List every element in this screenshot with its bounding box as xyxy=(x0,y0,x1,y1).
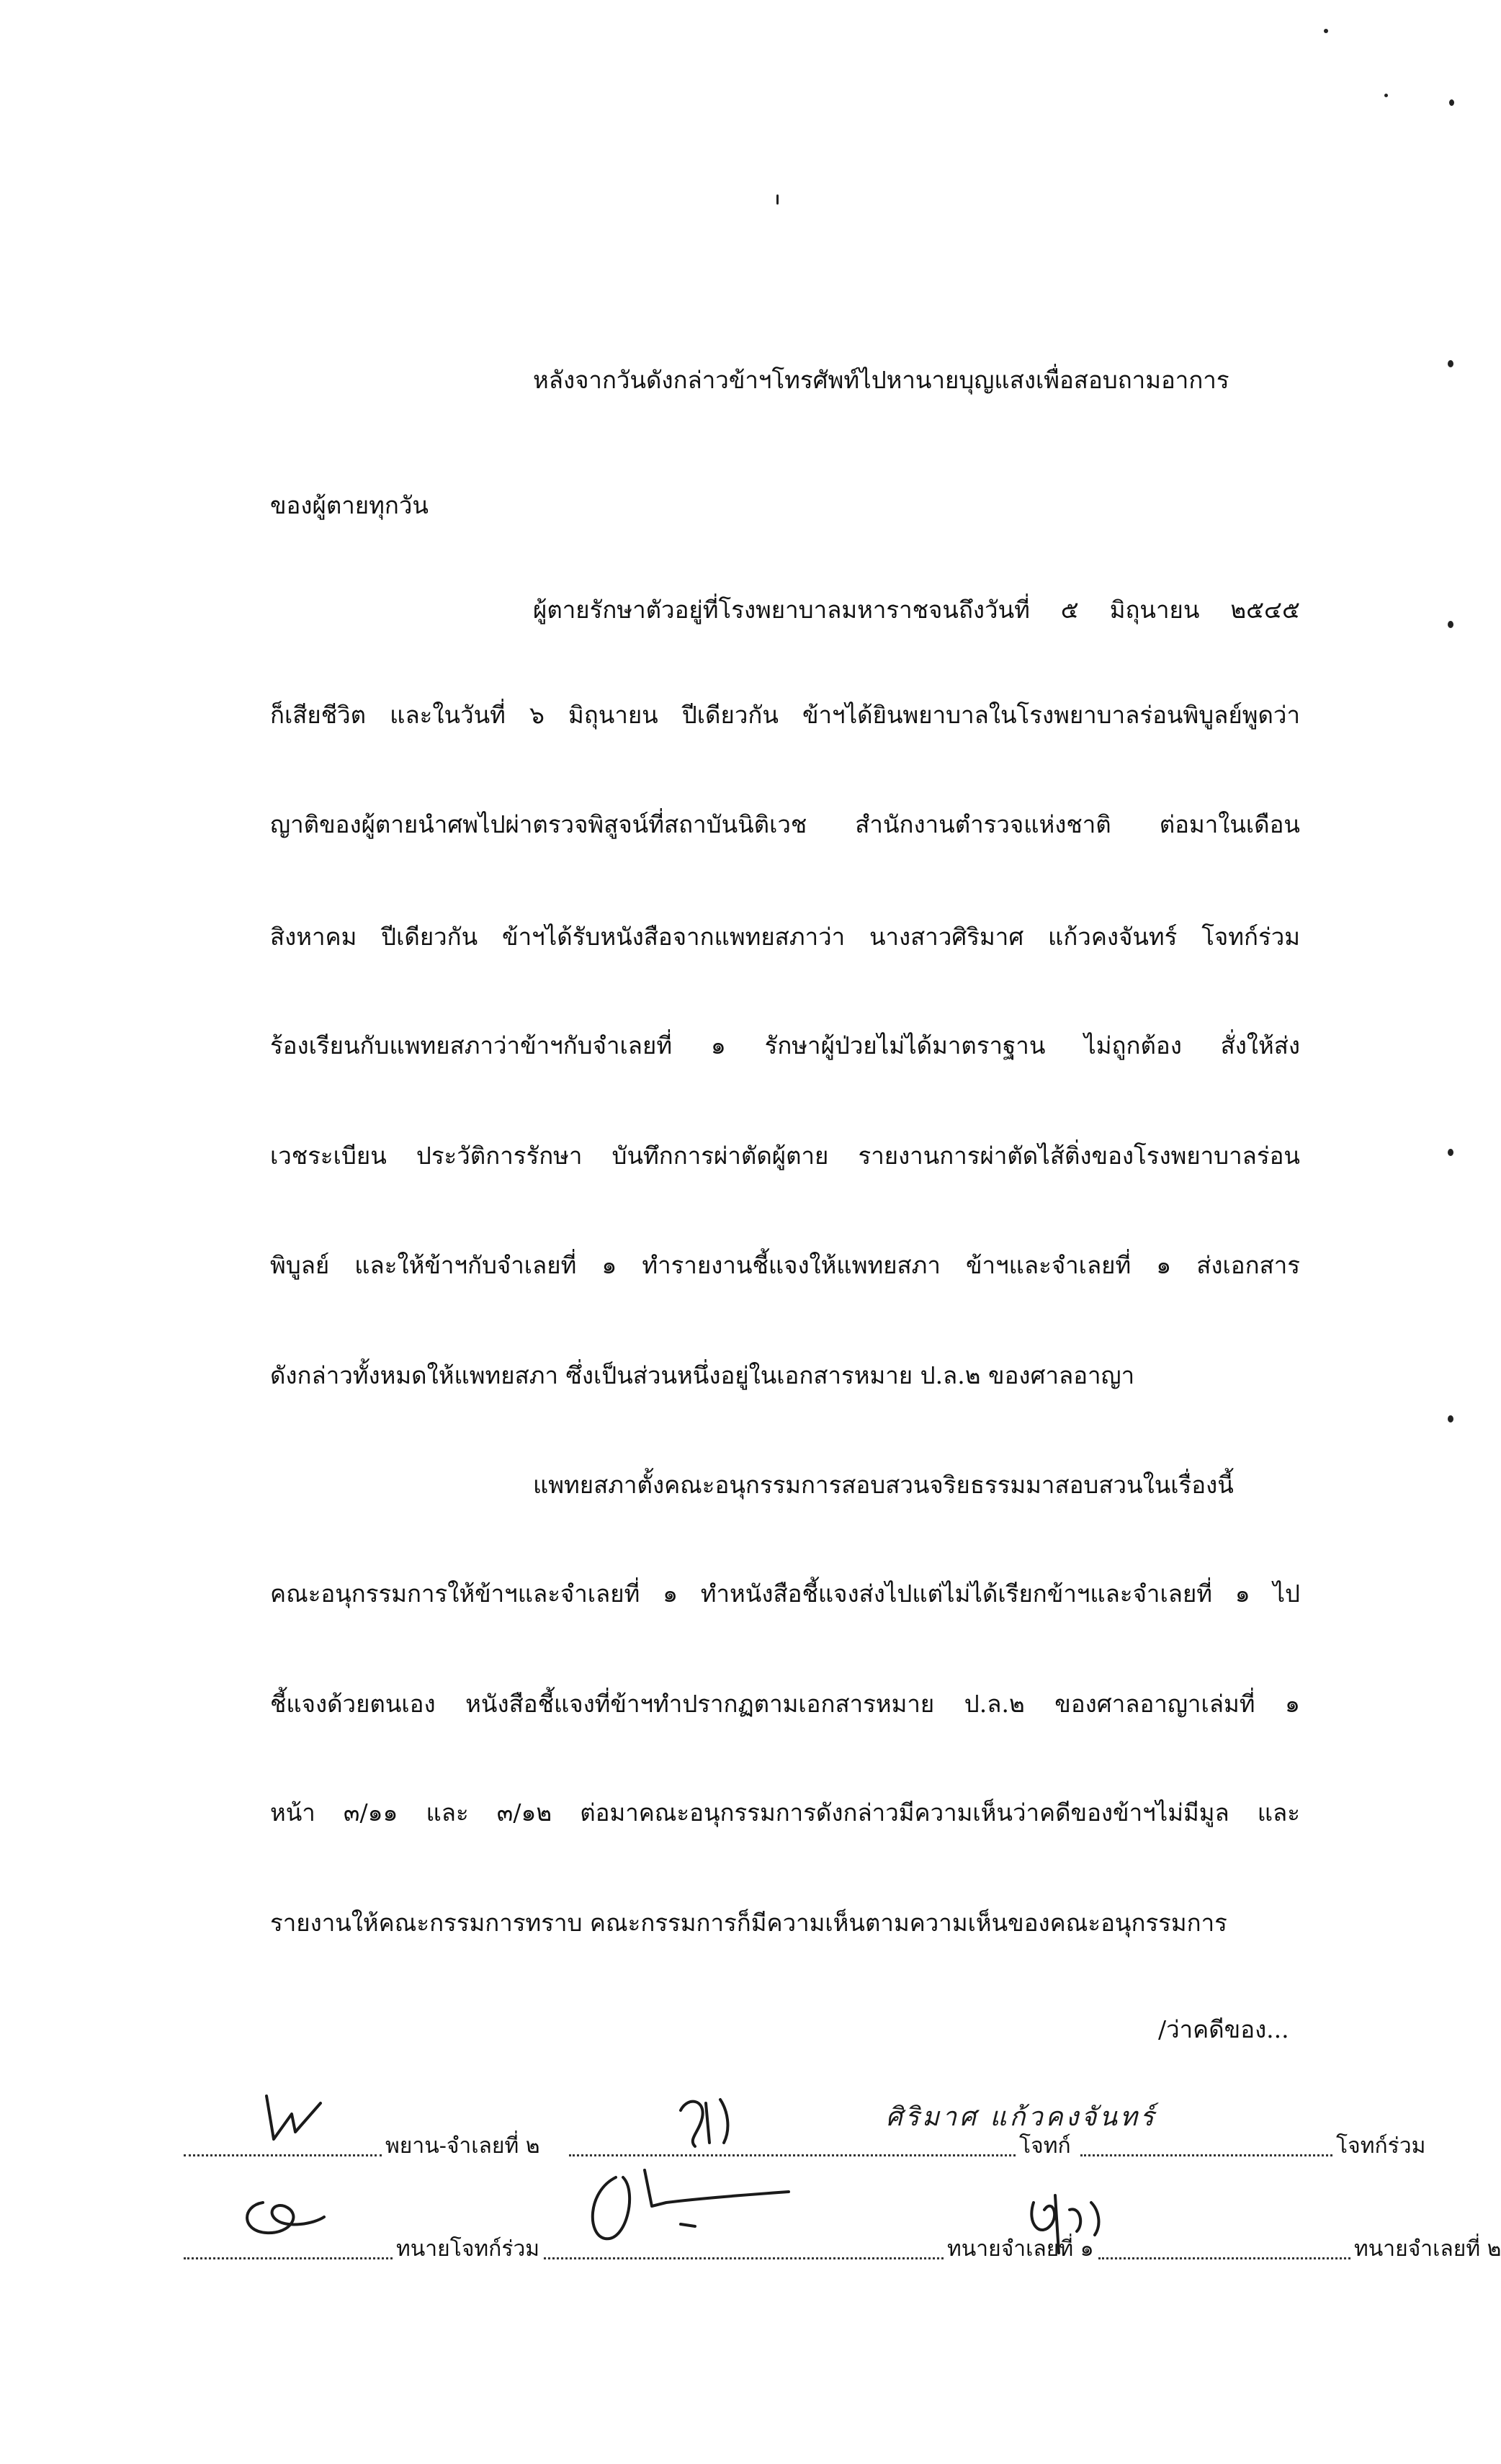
continuation-text: /ว่าคดีของ... xyxy=(1158,2015,1289,2043)
role-label: พยาน-จำเลยที่ ๒ xyxy=(385,2133,540,2159)
plaintiff-signature xyxy=(666,2089,767,2154)
signature-line xyxy=(544,2257,944,2259)
scan-speck xyxy=(776,194,779,205)
paragraph-3-line-2: คณะอนุกรรมการให้ข้าฯและจำเลยที่ ๑ ทำหนังสือชี้แจงส่งไปแต่ไม่ได้เรียกข้าฯและจำเลยที่ ๑ ไป xyxy=(270,1580,1300,1608)
role-label: ทนายจำเลยที่ ๒ xyxy=(1354,2236,1501,2262)
paragraph-1-line-1: หลังจากวันดังกล่าวข้าฯโทรศัพท์ไปหานายบุญแสงเพื่อสอบถามอาการ xyxy=(533,366,1229,394)
role-label: โจทก์ร่วม xyxy=(1336,2133,1426,2159)
paragraph-2-line-5: ร้องเรียนกับแพทยสภาว่าข้าฯกับจำเลยที่ ๑ รักษาผู้ป่วยไม่ได้มาตราฐาน ไม่ถูกต้อง สั่งให้ส่ง xyxy=(270,1031,1300,1059)
role-label: โจทก์ xyxy=(1019,2133,1071,2159)
paragraph-2-line-2: ก็เสียชีวิต และในวันที่ ๖ มิถุนายน ปีเดียวกัน ข้าฯได้ยินพยาบาลในโรงพยาบาลร่อนพิบูลย์พูดว่า xyxy=(270,701,1300,729)
co-plaintiff-signature: ศิริมาศ แก้วคงจันทร์ xyxy=(886,2102,1157,2132)
role-label: ทนายจำเลยที่ ๑ xyxy=(947,2236,1094,2262)
paragraph-2-line-1: ผู้ตายรักษาตัวอยู่ที่โรงพยาบาลมหาราชจนถึงวันที่ ๕ มิถุนายน ๒๕๔๕ xyxy=(533,596,1300,624)
paragraph-3-line-1: แพทยสภาตั้งคณะอนุกรรมการสอบสวนจริยธรรมมาสอบสวนในเรื่องนี้ xyxy=(533,1471,1234,1499)
signature-row-2 xyxy=(184,2221,1501,2264)
scan-speck xyxy=(1448,360,1453,367)
scan-speck xyxy=(1448,1149,1453,1156)
paragraph-2-line-8: ดังกล่าวทั้งหมดให้แพทยสภา ซึ่งเป็นส่วนหนึ่งอยู่ในเอกสารหมาย ป.ล.๒ ของศาลอาญา xyxy=(270,1361,1135,1389)
scan-speck xyxy=(1448,1415,1453,1423)
signature-line xyxy=(184,2154,382,2156)
scan-speck xyxy=(1448,621,1453,628)
paragraph-3-line-3: ชี้แจงด้วยตนเอง หนังสือชี้แจงที่ข้าฯทำปรากฏตามเอกสารหมาย ป.ล.๒ ของศาลอาญาเล่มที่ ๑ xyxy=(270,1690,1300,1718)
defendant-2-lawyer-signature xyxy=(1012,2181,1120,2260)
signature-row-1 xyxy=(184,2102,1426,2161)
paragraph-1-line-2: ของผู้ตายทุกวัน xyxy=(270,491,429,519)
signature-line xyxy=(1098,2257,1350,2259)
role-label: ทนายโจทก์ร่วม xyxy=(396,2236,540,2262)
co-plaintiff-lawyer-signature xyxy=(234,2188,335,2246)
scan-speck xyxy=(1384,94,1388,97)
paragraph-3-line-5: รายงานให้คณะกรรมการทราบ คณะกรรมการก็มีความเห็นตามความเห็นของคณะอนุกรรมการ xyxy=(270,1909,1227,1937)
paragraph-3-line-4: หน้า ๓/๑๑ และ ๓/๑๒ ต่อมาคณะอนุกรรมการดังกล่าวมีความเห็นว่าคดีของข้าฯไม่มีมูล และ xyxy=(270,1798,1300,1827)
signature-line xyxy=(184,2257,393,2259)
scan-speck xyxy=(1324,29,1328,33)
paragraph-2-line-6: เวชระเบียน ประวัติการรักษา บันทึกการผ่าตัดผู้ตาย รายงานการผ่าตัดไส้ติ่งของโรงพยาบาลร่อน xyxy=(270,1142,1300,1170)
paragraph-2-line-7: พิบูลย์ และให้ข้าฯกับจำเลยที่ ๑ ทำรายงานชี้แจงให้แพทยสภา ข้าฯและจำเลยที่ ๑ ส่งเอกสาร xyxy=(270,1251,1300,1279)
paragraph-2-line-3: ญาติของผู้ตายนำศพไปผ่าตรวจพิสูจน์ที่สถาบันนิติเวช สำนักงานตำรวจแห่งชาติ ต่อมาในเดือน xyxy=(270,810,1300,838)
signature-line xyxy=(1080,2154,1332,2156)
witness-signature xyxy=(252,2089,339,2154)
defendant-1-lawyer-signature xyxy=(573,2163,810,2249)
scan-speck xyxy=(1449,99,1454,106)
signature-line xyxy=(569,2154,1016,2156)
paragraph-2-line-4: สิงหาคม ปีเดียวกัน ข้าฯได้รับหนังสือจากแพทยสภาว่า นางสาวศิริมาศ แก้วคงจันทร์ โจทก์ร่วม xyxy=(270,923,1300,951)
